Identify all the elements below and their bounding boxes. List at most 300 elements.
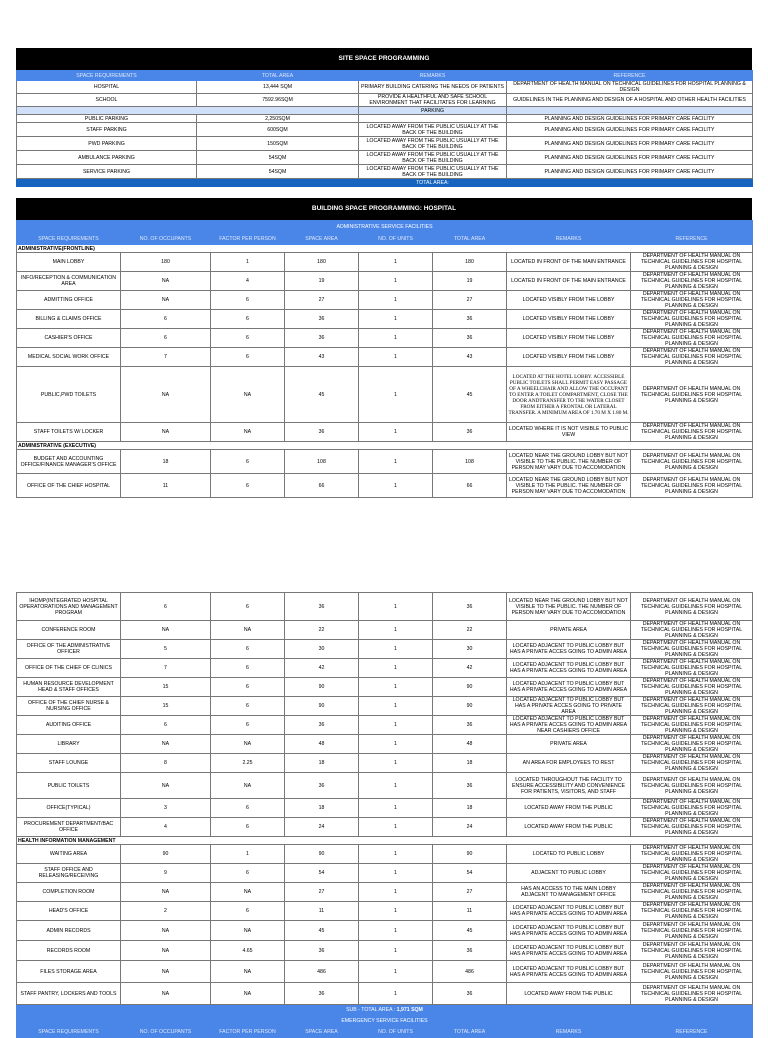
column-header: REFERENCE xyxy=(507,71,753,81)
table-cell: NA xyxy=(121,921,211,941)
section-title: ADMINISTRATIVE (EXECUTIVE) xyxy=(17,442,753,450)
table-cell: 1 xyxy=(359,845,433,864)
table-cell: 1 xyxy=(359,697,433,716)
table-cell: LOCATED ADJACENT TO PUBLIC LOBBY BUT HAS A PRIVATE ACCES GOING TO PRIVATE AREA xyxy=(507,697,631,716)
table-cell: NA xyxy=(121,272,211,291)
table-cell: NA xyxy=(121,883,211,902)
table-cell: 6 xyxy=(211,593,285,621)
table-cell: GUIDELINES IN THE PLANNING AND DESIGN OF A HOSPITAL AND OTHER HEALTH FACILITIES xyxy=(507,94,753,107)
table-row xyxy=(17,961,753,983)
table-cell: NA xyxy=(121,291,211,310)
table-cell: 7 xyxy=(121,659,211,678)
table-cell: OFFICE OF THE CHIEF OF CLINICS xyxy=(17,659,121,678)
table-cell: 27 xyxy=(285,291,359,310)
table-cell: BUDGET AND ACCOUNTING OFFICE/FINANCE MANAGER'S OFFICE xyxy=(17,450,121,474)
table-cell: PROCUREMENT DEPARTMENT/BAC OFFICE xyxy=(17,818,121,837)
table-cell: STAFF OFFICE AND RELEASING/RECEIVING xyxy=(17,864,121,883)
table-cell: 11 xyxy=(121,474,211,498)
site-space-table xyxy=(16,70,753,187)
table-cell: 6 xyxy=(121,593,211,621)
table-cell: 1 xyxy=(211,845,285,864)
table-cell: 1 xyxy=(359,921,433,941)
building-header-row xyxy=(17,234,753,245)
table-cell: STAFF PARKING xyxy=(17,123,197,137)
reference-cell: DEPARTMENT OF HEALTH MANUAL ON TECHNICAL GUIDELINES FOR HOSPITAL PLANNING & DESIGN xyxy=(631,773,753,799)
reference-cell: DEPARTMENT OF HEALTH MANUAL ON TECHNICAL GUIDELINES FOR HOSPITAL PLANNING & DESIGN xyxy=(631,983,753,1005)
section-row xyxy=(17,245,753,253)
table-row xyxy=(17,902,753,921)
table-cell: 36 xyxy=(433,716,507,735)
table-cell: 1 xyxy=(359,474,433,498)
table-cell: 11 xyxy=(433,902,507,921)
table-cell: 22 xyxy=(285,621,359,640)
table-cell: LOCATED ADJACENT TO PUBLIC LOBBY BUT HAS A PRIVATE ACCES GOING TO ADMIN AREA xyxy=(507,659,631,678)
table-cell: 48 xyxy=(433,735,507,754)
table-cell: COMPLETION ROOM xyxy=(17,883,121,902)
table-cell: INFO/RECEPTION & COMMUNICATION AREA xyxy=(17,272,121,291)
subtotal-label: SUB - TOTAL AREA : xyxy=(346,1007,397,1013)
column-header: REMARKS xyxy=(507,234,631,245)
table-row xyxy=(17,253,753,272)
table-cell: 6 xyxy=(211,697,285,716)
table-cell: LIBRARY xyxy=(17,735,121,754)
table-cell: PRIMARY BUILDING CATERING THE NEEDS OF PATIENTS xyxy=(359,81,507,94)
table-cell: 36 xyxy=(285,716,359,735)
table-cell: NA xyxy=(211,961,285,983)
table-cell: LOCATED ADJACENT TO PUBLIC LOBBY BUT HAS A PRIVATE ACCES GOING TO ADMIN AREA xyxy=(507,902,631,921)
table-row xyxy=(17,272,753,291)
building-space-table-continued xyxy=(16,592,753,1038)
subtotal-cell xyxy=(17,1005,753,1016)
table-cell: BILLING & CLAIMS OFFICE xyxy=(17,310,121,329)
table-cell: NA xyxy=(211,921,285,941)
table-cell: HEAD'S OFFICE xyxy=(17,902,121,921)
table-cell: 36 xyxy=(285,983,359,1005)
table-cell: 1 xyxy=(359,983,433,1005)
building-header-row-repeat xyxy=(17,1027,753,1038)
table-cell: PLANNING AND DESIGN GUIDELINES FOR PRIMARY CARE FACILITY xyxy=(507,165,753,179)
table-cell: 54SQM xyxy=(197,151,359,165)
site-total-row xyxy=(17,179,753,187)
reference-cell: DEPARTMENT OF HEALTH MANUAL ON TECHNICAL GUIDELINES FOR HOSPITAL PLANNING & DESIGN xyxy=(631,348,753,367)
table-cell xyxy=(17,179,359,187)
table-cell: 22 xyxy=(433,621,507,640)
table-cell: 2.25 xyxy=(211,754,285,773)
table-cell: 45 xyxy=(433,921,507,941)
table-cell: HAS AN ACCESS TO THE MAIN LOBBY ADJACENT TO MANAGEMENT OFFICE xyxy=(507,883,631,902)
table-cell: PLANNING AND DESIGN GUIDELINES FOR PRIMARY CARE FACILITY xyxy=(507,115,753,123)
table-cell: 1 xyxy=(359,640,433,659)
table-cell: 6 xyxy=(211,291,285,310)
table-cell: 15 xyxy=(121,697,211,716)
table-cell: PLANNING AND DESIGN GUIDELINES FOR PRIMARY CARE FACILITY xyxy=(507,151,753,165)
table-row xyxy=(17,621,753,640)
table-cell: 19 xyxy=(285,272,359,291)
reference-cell: DEPARTMENT OF HEALTH MANUAL ON TECHNICAL GUIDELINES FOR HOSPITAL PLANNING & DESIGN xyxy=(631,474,753,498)
table-cell: LOCATED AWAY FROM THE PUBLIC xyxy=(507,983,631,1005)
table-cell: 1 xyxy=(359,864,433,883)
table-cell: 90 xyxy=(285,845,359,864)
table-cell: LOCATED AWAY FROM THE PUBLIC USUALLY AT THE BACK OF THE BUILDING xyxy=(359,123,507,137)
table-cell: 1 xyxy=(359,818,433,837)
table-cell: FILES STORAGE AREA xyxy=(17,961,121,983)
table-cell: 19 xyxy=(433,272,507,291)
site-title: SITE SPACE PROGRAMMING xyxy=(16,48,752,70)
table-cell: 6 xyxy=(121,716,211,735)
table-cell: 66 xyxy=(285,474,359,498)
table-cell: 36 xyxy=(433,329,507,348)
table-cell: 6 xyxy=(211,678,285,697)
table-cell: PUBLIC,PWD TOILETS xyxy=(17,367,121,423)
table-row xyxy=(17,773,753,799)
table-cell: ADMITTING OFFICE xyxy=(17,291,121,310)
table-cell: 8 xyxy=(121,754,211,773)
table-cell: 66 xyxy=(433,474,507,498)
table-row xyxy=(17,697,753,716)
table-cell: 6 xyxy=(211,902,285,921)
table-cell: 1 xyxy=(359,291,433,310)
table-cell: 6 xyxy=(121,310,211,329)
table-cell: NA xyxy=(211,983,285,1005)
table-cell: STAFF PANTRY, LOCKERS AND TOOLS xyxy=(17,983,121,1005)
table-cell: 108 xyxy=(433,450,507,474)
table-cell: PRIVATE AREA xyxy=(507,621,631,640)
column-header: TOTAL AREA xyxy=(197,71,359,81)
next-section-row xyxy=(17,1016,753,1027)
table-cell: 36 xyxy=(433,983,507,1005)
table-cell: LOCATED ADJACENT TO PUBLIC LOBBY BUT HAS A PRIVATE ACCES GOING TO ADMIN AREA xyxy=(507,941,631,961)
table-cell: NA xyxy=(211,423,285,442)
table-row xyxy=(17,450,753,474)
table-cell: 6 xyxy=(211,716,285,735)
reference-cell: DEPARTMENT OF HEALTH MANUAL ON TECHNICAL GUIDELINES FOR HOSPITAL PLANNING & DESIGN xyxy=(631,310,753,329)
section-title: ADMINISTRATIVE(FRONTLINE) xyxy=(17,245,753,253)
column-header: SPACE REQUIREMENTS xyxy=(17,1027,121,1038)
table-cell: DEPARTMENT OF HEALTH MANUAL ON TECHNICAL GUIDELINES FOR HOSPITAL PLANNING & DESIGN xyxy=(507,81,753,94)
table-cell: PUBLIC PARKING xyxy=(17,115,197,123)
table-cell: 36 xyxy=(285,941,359,961)
table-cell: ADJACENT TO PUBLIC LOBBY xyxy=(507,864,631,883)
table-cell: NA xyxy=(211,883,285,902)
table-cell: 45 xyxy=(285,367,359,423)
table-cell: 1 xyxy=(359,253,433,272)
table-row xyxy=(17,151,753,165)
reference-cell: DEPARTMENT OF HEALTH MANUAL ON TECHNICAL GUIDELINES FOR HOSPITAL PLANNING & DESIGN xyxy=(631,845,753,864)
table-cell: 1 xyxy=(359,678,433,697)
table-cell: ADMIN RECORDS xyxy=(17,921,121,941)
table-cell: 18 xyxy=(285,754,359,773)
table-cell: AN AREA FOR EMPLOYEES TO REST xyxy=(507,754,631,773)
table-cell: NA xyxy=(121,735,211,754)
table-cell: 1 xyxy=(359,621,433,640)
table-cell: AMBULANCE PARKING xyxy=(17,151,197,165)
table-cell: 54 xyxy=(433,864,507,883)
table-cell: LOCATED AT THE HOTEL LOBBY. ACCESSIBLE PUBLIC TOILETS SHALL PERMIT EASY PASSAGE OF A WHEELCHAIR AND ALLOW THE OCCUPANT TO ENTER A TOILET COMPARTMENT, CLOSE THE DOOR ANDTRANSFER TO THE WATER CLOSET FROM EITHER A FRONTAL OR LATERAL TRANSFER. A MINIMUM AREA OF 1.70 M X 1.80 M. xyxy=(507,367,631,423)
table-row xyxy=(17,310,753,329)
table-cell: PUBLIC TOILETS xyxy=(17,773,121,799)
table-row xyxy=(17,137,753,151)
table-cell: IHOMP(INTEGRATED HOSPITAL OPERATORATIONS AND MANAGEMENT PROGRAM xyxy=(17,593,121,621)
section-title: HEALTH INFORMATION MANAGEMENT xyxy=(17,837,753,845)
table-cell: 36 xyxy=(433,310,507,329)
table-cell: SCHOOL xyxy=(17,94,197,107)
reference-cell: DEPARTMENT OF HEALTH MANUAL ON TECHNICAL GUIDELINES FOR HOSPITAL PLANNING & DESIGN xyxy=(631,941,753,961)
table-row xyxy=(17,640,753,659)
table-cell: OFFICE OF THE CHIEF NURSE & NURSING OFFICE xyxy=(17,697,121,716)
parking-row xyxy=(17,107,753,115)
table-cell: CASHIER'S OFFICE xyxy=(17,329,121,348)
table-cell: 7 xyxy=(121,348,211,367)
section-row xyxy=(17,837,753,845)
table-cell: STAFF LOUNGE xyxy=(17,754,121,773)
column-header: NO. OF UNITS xyxy=(359,234,433,245)
table-cell: NA xyxy=(121,621,211,640)
table-cell: LOCATED ADJACENT TO PUBLIC LOBBY BUT HAS A PRIVATE ACCES GOING TO ADMIN AREA NEAR CASHIERS OFFICE xyxy=(507,716,631,735)
table-row xyxy=(17,115,753,123)
table-cell: 1 xyxy=(359,310,433,329)
table-cell: CONFERENCE ROOM xyxy=(17,621,121,640)
table-cell: LOCATED AWAY FROM THE PUBLIC USUALLY AT THE BACK OF THE BUILDING xyxy=(359,165,507,179)
table-cell: 3 xyxy=(121,799,211,818)
column-header: NO. OF OCCUPANTS xyxy=(121,234,211,245)
reference-cell: DEPARTMENT OF HEALTH MANUAL ON TECHNICAL GUIDELINES FOR HOSPITAL PLANNING & DESIGN xyxy=(631,291,753,310)
total-area-label: TOTAL AREA: xyxy=(359,179,507,187)
table-cell: 4 xyxy=(211,272,285,291)
column-header: TOTAL AREA xyxy=(433,234,507,245)
table-cell xyxy=(359,115,507,123)
table-cell: NA xyxy=(121,773,211,799)
table-cell: 1 xyxy=(359,329,433,348)
table-row xyxy=(17,474,753,498)
table-row xyxy=(17,754,753,773)
table-row xyxy=(17,291,753,310)
reference-cell: DEPARTMENT OF HEALTH MANUAL ON TECHNICAL GUIDELINES FOR HOSPITAL PLANNING & DESIGN xyxy=(631,621,753,640)
reference-cell: DEPARTMENT OF HEALTH MANUAL ON TECHNICAL GUIDELINES FOR HOSPITAL PLANNING & DESIGN xyxy=(631,329,753,348)
table-cell: LOCATED VISIBLY FROM THE LOBBY xyxy=(507,348,631,367)
table-cell: 1 xyxy=(359,423,433,442)
table-cell: 150SQM xyxy=(197,137,359,151)
table-cell: 1 xyxy=(359,348,433,367)
table-cell: 1 xyxy=(359,961,433,983)
site-header-row xyxy=(17,71,753,81)
table-cell: LOCATED WHERE IT IS NOT VISIBLE TO PUBLIC VIEW xyxy=(507,423,631,442)
table-cell: 486 xyxy=(285,961,359,983)
table-row xyxy=(17,593,753,621)
table-cell: 27 xyxy=(433,883,507,902)
table-cell: 108 xyxy=(285,450,359,474)
table-cell: 30 xyxy=(285,640,359,659)
table-cell xyxy=(507,107,753,115)
reference-cell: DEPARTMENT OF HEALTH MANUAL ON TECHNICAL GUIDELINES FOR HOSPITAL PLANNING & DESIGN xyxy=(631,818,753,837)
table-row xyxy=(17,716,753,735)
column-header: TOTAL AREA xyxy=(433,1027,507,1038)
table-cell: 4 xyxy=(121,818,211,837)
table-cell: NA xyxy=(211,367,285,423)
table-cell: 9 xyxy=(121,864,211,883)
table-row xyxy=(17,864,753,883)
reference-cell: DEPARTMENT OF HEALTH MANUAL ON TECHNICAL GUIDELINES FOR HOSPITAL PLANNING & DESIGN xyxy=(631,272,753,291)
table-row xyxy=(17,165,753,179)
table-cell: 90 xyxy=(121,845,211,864)
table-cell: 6 xyxy=(211,329,285,348)
table-cell: LOCATED AWAY FROM THE PUBLIC USUALLY AT THE BACK OF THE BUILDING xyxy=(359,137,507,151)
table-cell: 18 xyxy=(433,799,507,818)
table-cell: 27 xyxy=(285,883,359,902)
table-cell: 1 xyxy=(359,773,433,799)
table-cell: 6 xyxy=(211,474,285,498)
table-cell: 1 xyxy=(359,593,433,621)
table-cell: LOCATED AWAY FROM THE PUBLIC USUALLY AT THE BACK OF THE BUILDING xyxy=(359,151,507,165)
table-cell: LOCATED THROUGHOUT THE FACILITY TO ENSURE ACCESSIBILITY AND CONVENIENCE FOR PATIENTS, VISITORS, AND STAFF xyxy=(507,773,631,799)
table-cell: LOCATED ADJACENT TO PUBLIC LOBBY BUT HAS A PRIVATE ACCES GOING TO ADMIN AREA xyxy=(507,678,631,697)
table-cell: 36 xyxy=(285,773,359,799)
table-cell: 1 xyxy=(359,272,433,291)
column-header: SPACE REQUIREMENTS xyxy=(17,234,121,245)
table-row xyxy=(17,367,753,423)
table-cell: 13,444 SQM xyxy=(197,81,359,94)
table-cell xyxy=(507,179,753,187)
table-cell: 36 xyxy=(433,593,507,621)
table-cell: 1 xyxy=(359,799,433,818)
reference-cell: DEPARTMENT OF HEALTH MANUAL ON TECHNICAL GUIDELINES FOR HOSPITAL PLANNING & DESIGN xyxy=(631,961,753,983)
reference-cell: DEPARTMENT OF HEALTH MANUAL ON TECHNICAL GUIDELINES FOR HOSPITAL PLANNING & DESIGN xyxy=(631,921,753,941)
reference-cell: DEPARTMENT OF HEALTH MANUAL ON TECHNICAL GUIDELINES FOR HOSPITAL PLANNING & DESIGN xyxy=(631,659,753,678)
table-cell: LOCATED ADJACENT TO PUBLIC LOBBY BUT HAS A PRIVATE ACCES GOING TO ADMIN AREA xyxy=(507,640,631,659)
table-cell: LOCATED VISIBLY FROM THE LOBBY xyxy=(507,329,631,348)
table-row xyxy=(17,94,753,107)
table-cell: 90 xyxy=(433,697,507,716)
table-cell: LOCATED ADJACENT TO PUBLIC LOBBY BUT HAS A PRIVATE ACCES GOING TO ADMIN AREA xyxy=(507,961,631,983)
table-cell: OFFICE OF THE ADMINISTRATIVE OFFICER xyxy=(17,640,121,659)
table-cell xyxy=(17,107,359,115)
table-row xyxy=(17,799,753,818)
table-cell: 27 xyxy=(433,291,507,310)
table-cell: 1 xyxy=(359,716,433,735)
table-cell: 1 xyxy=(359,883,433,902)
section-row xyxy=(17,442,753,450)
reference-cell: DEPARTMENT OF HEALTH MANUAL ON TECHNICAL GUIDELINES FOR HOSPITAL PLANNING & DESIGN xyxy=(631,864,753,883)
table-row xyxy=(17,818,753,837)
table-cell: LOCATED ADJACENT TO PUBLIC LOBBY BUT HAS A PRIVATE ACCES GOING TO ADMIN AREA xyxy=(507,921,631,941)
table-cell: LOCATED AWAY FROM THE PUBLIC xyxy=(507,818,631,837)
parking-label: PARKING xyxy=(359,107,507,115)
table-cell: AUDITING OFFICE xyxy=(17,716,121,735)
table-cell: 36 xyxy=(285,329,359,348)
column-header: SPACE AREA xyxy=(285,1027,359,1038)
subtitle-row xyxy=(17,221,753,234)
table-cell: 45 xyxy=(285,921,359,941)
table-cell: 43 xyxy=(285,348,359,367)
table-cell: OFFICE OF THE CHIEF HOSPITAL xyxy=(17,474,121,498)
table-row xyxy=(17,423,753,442)
table-cell: LOCATED IN FRONT OF THE MAIN ENTRANCE xyxy=(507,253,631,272)
table-cell: MAIN LOBBY xyxy=(17,253,121,272)
table-cell: HOSPITAL xyxy=(17,81,197,94)
table-cell: 36 xyxy=(285,423,359,442)
table-cell: 1 xyxy=(359,450,433,474)
reference-cell: DEPARTMENT OF HEALTH MANUAL ON TECHNICAL GUIDELINES FOR HOSPITAL PLANNING & DESIGN xyxy=(631,799,753,818)
table-row xyxy=(17,735,753,754)
reference-cell: DEPARTMENT OF HEALTH MANUAL ON TECHNICAL GUIDELINES FOR HOSPITAL PLANNING & DESIGN xyxy=(631,423,753,442)
column-header: REMARKS xyxy=(507,1027,631,1038)
table-cell: PLANNING AND DESIGN GUIDELINES FOR PRIMARY CARE FACILITY xyxy=(507,123,753,137)
table-cell: 486 xyxy=(433,961,507,983)
table-cell: NA xyxy=(121,961,211,983)
table-row xyxy=(17,983,753,1005)
table-row xyxy=(17,123,753,137)
table-cell: 6 xyxy=(211,659,285,678)
column-header: REFERENCE xyxy=(631,234,753,245)
subtotal-row xyxy=(17,1005,753,1016)
table-cell: PROVIDE A HEALTHFUL AND SAFE SCHOOL ENVIRONMENT THAT FACILITATES FOR LEARNING xyxy=(359,94,507,107)
column-header: SPACE AREA xyxy=(285,234,359,245)
table-cell: 6 xyxy=(121,329,211,348)
table-cell: 42 xyxy=(433,659,507,678)
table-cell: NA xyxy=(121,941,211,961)
table-cell: 6 xyxy=(211,640,285,659)
table-cell: OFFICE(TYPICAL) xyxy=(17,799,121,818)
table-cell: 11 xyxy=(285,902,359,921)
table-cell: 45 xyxy=(433,367,507,423)
reference-cell: DEPARTMENT OF HEALTH MANUAL ON TECHNICAL GUIDELINES FOR HOSPITAL PLANNING & DESIGN xyxy=(631,883,753,902)
table-cell: NA xyxy=(121,423,211,442)
reference-cell: DEPARTMENT OF HEALTH MANUAL ON TECHNICAL GUIDELINES FOR HOSPITAL PLANNING & DESIGN xyxy=(631,253,753,272)
table-cell: LOCATED IN FRONT OF THE MAIN ENTRANCE xyxy=(507,272,631,291)
table-cell: 1 xyxy=(359,735,433,754)
reference-cell: DEPARTMENT OF HEALTH MANUAL ON TECHNICAL GUIDELINES FOR HOSPITAL PLANNING & DESIGN xyxy=(631,678,753,697)
table-cell: PLANNING AND DESIGN GUIDELINES FOR PRIMARY CARE FACILITY xyxy=(507,137,753,151)
table-row xyxy=(17,348,753,367)
section-subtitle: EMERGENCY SERVICE FACILITIES xyxy=(17,1016,753,1027)
table-cell: 36 xyxy=(433,941,507,961)
table-cell: LOCATED AWAY FROM THE PUBLIC xyxy=(507,799,631,818)
table-row xyxy=(17,678,753,697)
table-cell: 600SQM xyxy=(197,123,359,137)
table-row xyxy=(17,921,753,941)
table-cell: 42 xyxy=(285,659,359,678)
reference-cell: DEPARTMENT OF HEALTH MANUAL ON TECHNICAL GUIDELINES FOR HOSPITAL PLANNING & DESIGN xyxy=(631,450,753,474)
reference-cell: DEPARTMENT OF HEALTH MANUAL ON TECHNICAL GUIDELINES FOR HOSPITAL PLANNING & DESIGN xyxy=(631,697,753,716)
table-cell: 24 xyxy=(285,818,359,837)
table-cell: 90 xyxy=(433,678,507,697)
table-row xyxy=(17,883,753,902)
table-cell: 43 xyxy=(433,348,507,367)
reference-cell: DEPARTMENT OF HEALTH MANUAL ON TECHNICAL GUIDELINES FOR HOSPITAL PLANNING & DESIGN xyxy=(631,735,753,754)
table-row xyxy=(17,329,753,348)
table-cell: STAFF TOILETS W/ LOCKER xyxy=(17,423,121,442)
table-cell: 1 xyxy=(359,754,433,773)
table-cell: 6 xyxy=(211,310,285,329)
table-cell: 4.65 xyxy=(211,941,285,961)
reference-cell: DEPARTMENT OF HEALTH MANUAL ON TECHNICAL GUIDELINES FOR HOSPITAL PLANNING & DESIGN xyxy=(631,754,753,773)
table-cell: NA xyxy=(211,773,285,799)
table-cell: 1 xyxy=(359,941,433,961)
table-cell: 36 xyxy=(433,773,507,799)
table-cell: WAITING AREA xyxy=(17,845,121,864)
column-header: REMARKS xyxy=(359,71,507,81)
table-cell: 18 xyxy=(121,450,211,474)
table-cell: RECORDS ROOM xyxy=(17,941,121,961)
table-cell: PRIVATE AREA xyxy=(507,735,631,754)
table-cell: SERVICE PARKING xyxy=(17,165,197,179)
table-cell: 90 xyxy=(285,678,359,697)
reference-cell: DEPARTMENT OF HEALTH MANUAL ON TECHNICAL GUIDELINES FOR HOSPITAL PLANNING & DESIGN xyxy=(631,640,753,659)
table-cell: 2 xyxy=(121,902,211,921)
table-cell: 90 xyxy=(285,697,359,716)
column-header: SPACE REQUIREMENTS xyxy=(17,71,197,81)
table-cell: HUMAN RESOURCE DEVELOPMENT HEAD & STAFF OFFICES xyxy=(17,678,121,697)
table-cell: 18 xyxy=(433,754,507,773)
